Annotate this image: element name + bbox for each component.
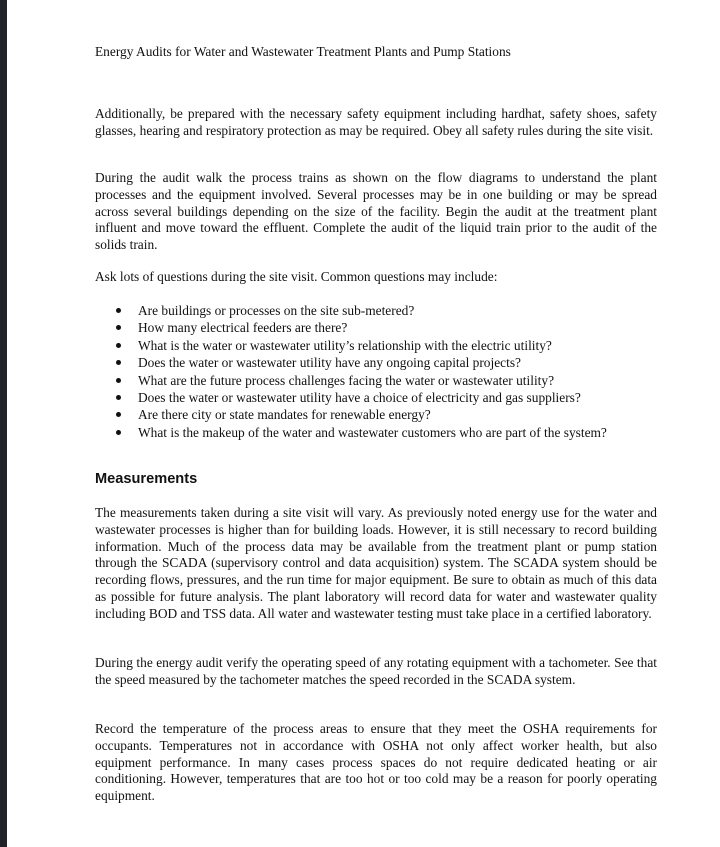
list-item: Does the water or wastewater utility have a choice of electricity and gas suppliers? bbox=[95, 389, 607, 406]
list-item: Are buildings or processes on the site sub-metered? bbox=[95, 302, 607, 319]
running-header: Energy Audits for Water and Wastewater Treatment Plants and Pump Stations bbox=[95, 44, 511, 59]
questions-list bbox=[95, 302, 607, 441]
list-item: Does the water or wastewater utility have any ongoing capital projects? bbox=[95, 354, 607, 371]
measurements-paragraph-3: Record the temperature of the process areas to ensure that they meet the OSHA requirements for occupants. Temperatures not in accordance with OSHA not only affect worker health, but also equipment performance. In many cases process spaces do not require dedicated heating or air conditioning. However, temperatures that are too hot or too cold may be a reason for poorly operating equipment. bbox=[95, 721, 657, 804]
measurements-paragraph-2: During the energy audit verify the operating speed of any rotating equipment with a tachometer. See that the speed measured by the tachometer matches the speed recorded in the SCADA system. bbox=[95, 655, 657, 687]
viewer-edge-bar bbox=[0, 0, 7, 847]
list-item: Are there city or state mandates for renewable energy? bbox=[95, 406, 607, 423]
list-item: How many electrical feeders are there? bbox=[95, 319, 607, 336]
bullet-icon bbox=[116, 325, 121, 330]
safety-paragraph: Additionally, be prepared with the necessary safety equipment including hardhat, safety shoes, safety glasses, hearing and respiratory protection as may be required. Obey all safety rules during the site visit. bbox=[95, 106, 657, 138]
questions-intro: Ask lots of questions during the site visit. Common questions may include: bbox=[95, 269, 498, 284]
bullet-icon bbox=[116, 360, 121, 365]
measurements-paragraph-1: The measurements taken during a site visit will vary. As previously noted energy use for the water and wastewater processes is higher than for building loads. However, it is still necessary to record building information. Much of the process data may be available from the treatment plant or pump station through the SCADA (supervisory control and data acquisition) system. The SCADA system should be recording flows, pressures, and the run time for major equipment. Be sure to obtain as much of this data as possible for future analysis. The plant laboratory will record data for water and wastewater quality including BOD and TSS data. All water and wastewater testing must take place in a certified laboratory. bbox=[95, 505, 657, 621]
audit-walk-paragraph: During the audit walk the process trains as shown on the flow diagrams to understand the plant processes and the equipment involved. Several processes may be in one building or may be spread across several buildings depending on the size of the facility. Begin the audit at the treatment plant influent and move toward the effluent. Complete the audit of the liquid train prior to the audit of the solids train. bbox=[95, 170, 657, 253]
list-item: What is the makeup of the water and wastewater customers who are part of the system? bbox=[95, 424, 607, 441]
list-item: What is the water or wastewater utility’s relationship with the electric utility? bbox=[95, 337, 607, 354]
bullet-icon bbox=[116, 308, 121, 313]
bullet-icon bbox=[116, 395, 121, 400]
bullet-icon bbox=[116, 378, 121, 383]
bullet-icon bbox=[116, 412, 121, 417]
bullet-icon bbox=[116, 430, 121, 435]
section-title-measurements: Measurements bbox=[95, 471, 198, 487]
list-item: What are the future process challenges facing the water or wastewater utility? bbox=[95, 372, 607, 389]
bullet-icon bbox=[116, 343, 121, 348]
